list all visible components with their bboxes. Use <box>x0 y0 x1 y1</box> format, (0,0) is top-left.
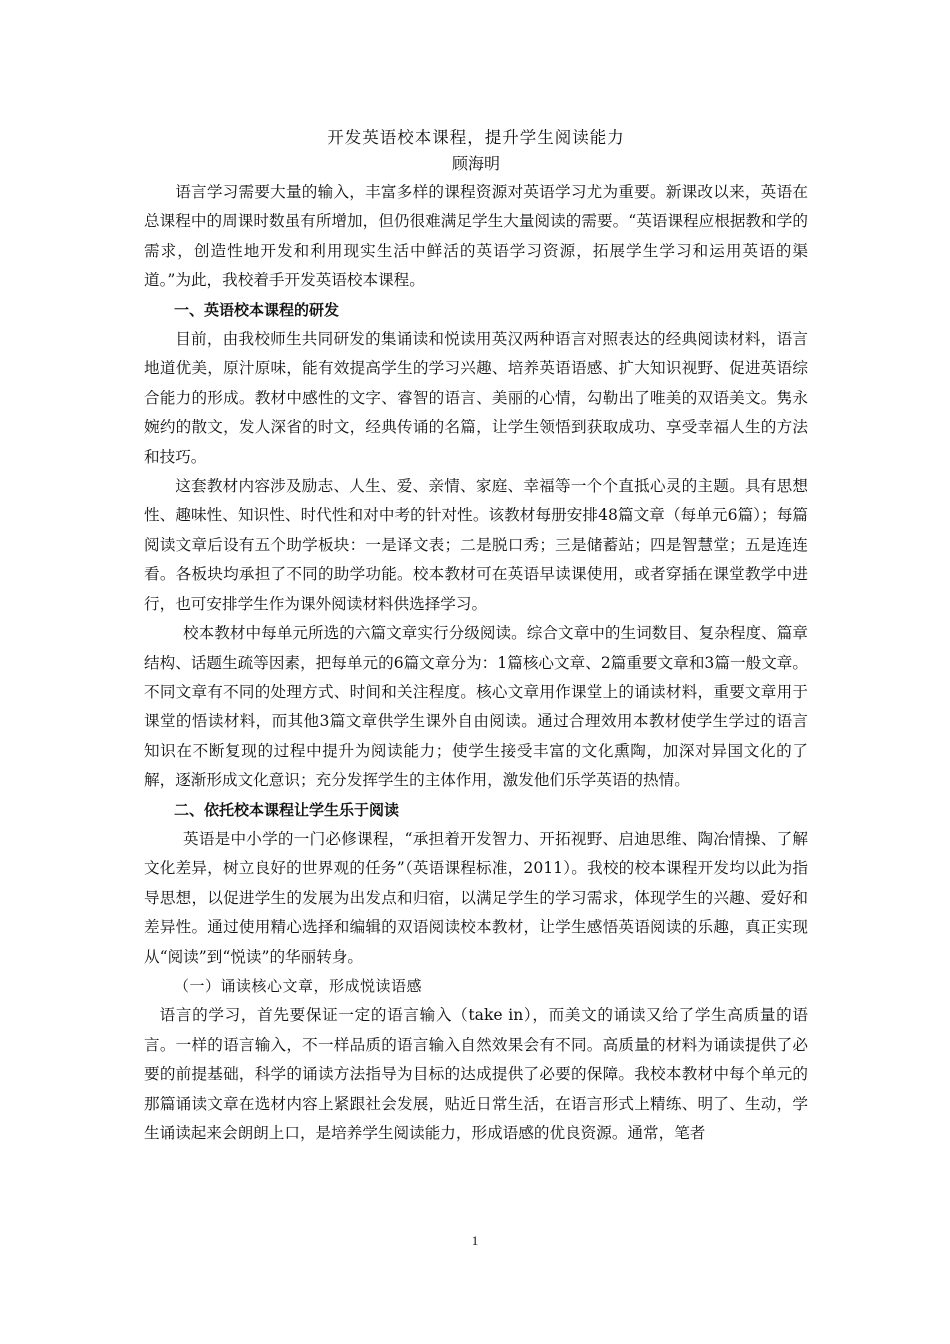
paragraph-5: 语言的学习，首先要保证一定的语言输入（take in），而美文的诵读又给了学生高质量的语言。一样的语言输入，不一样品质的语言输入自然效果会有不同。高质量的材料为诵读提供了必要的前提基础，科学的诵读方法指导为目标的达成提供了必要的保障。我校本教材中每个单元的那篇诵读文章在选材内容上紧跟社会发展，贴近日常生活，在语言形式上精练、明了、生动，学生诵读起来会朗朗上口，是培养学生阅读能力，形成语感的优良资源。通常，笔者 <box>144 1006 808 1142</box>
document-body <box>144 124 808 1148</box>
section-heading-1: 一、英语校本课程的研发 <box>174 300 340 319</box>
section-heading-2: 二、依托校本课程让学生乐于阅读 <box>174 800 400 819</box>
paragraph-1: 目前，由我校师生共同研发的集诵读和悦读用英汉两种语言对照表达的经典阅读材料，语言地道优美，原汁原味，能有效提高学生的学习兴趣、培养英语语感、扩大知识视野、促进英语综合能力的形成。教材中感性的文字、睿智的语言、美丽的心情，勾勒出了唯美的双语美文。隽永婉约的散文，发人深省的时文，经典传诵的名篇，让学生领悟到获取成功、享受幸福人生的方法和技巧。 <box>144 330 808 466</box>
paragraph-intro: 语言学习需要大量的输入，丰富多样的课程资源对英语学习尤为重要。新课改以来，英语在总课程中的周课时数虽有所增加，但仍很难满足学生大量阅读的需要。“英语课程应根据教和学的需求，创造性地开发和利用现实生活中鲜活的英语学习资源，拓展学生学习和运用英语的渠道。”为此，我校着手开发英语校本课程。 <box>144 183 808 290</box>
paragraph-4: 英语是中小学的一门必修课程，“承担着开发智力、开拓视野、启迪思维、陶冶情操、了解文化差异，树立良好的世界观的任务”（英语课程标准，2011）。我校的校本课程开发均以此为指导思想，以促进学生的发展为出发点和归宿，以满足学生的学习需求，体现学生的兴趣、爱好和差异性。通过使用精心选择和编辑的双语阅读校本教材，让学生感悟英语阅读的乐趣，真正实现从“阅读”到“悦读”的华丽转身。 <box>144 829 808 966</box>
paragraph-2: 这套教材内容涉及励志、人生、爱、亲情、家庭、幸福等一个个直抵心灵的主题。具有思想性、趣味性、知识性、时代性和对中考的针对性。该教材每册安排48篇文章（每单元6篇）；每篇阅读文章后设有五个助学板块：一是译文表；二是脱口秀；三是储蓄站；四是智慧堂；五是连连看。各板块均承担了不同的助学功能。校本教材可在英语早读课使用，或者穿插在课堂教学中进行，也可安排学生作为课外阅读材料供选择学习。 <box>144 477 808 613</box>
page-number: 1 <box>471 1233 479 1248</box>
document-author: 顾海明 <box>451 154 500 173</box>
subsection-heading-1: （一）诵读核心文章，形成悦读语感 <box>174 976 423 995</box>
paragraph-3: 校本教材中每单元所选的六篇文章实行分级阅读。综合文章中的生词数目、复杂程度、篇章结构、话题生疏等因素，把每单元的6篇文章分为：1篇核心文章、2篇重要文章和3篇一般文章。不同文章有不同的处理方式、时间和关注程度。核心文章用作课堂上的诵读材料，重要文章用于课堂的悟读材料，而其他3篇文章供学生课外自由阅读。通过合理效用本教材使学生学过的语言知识在不断复现的过程中提升为阅读能力；使学生接受丰富的文化熏陶，加深对异国文化的了解，逐渐形成文化意识；充分发挥学生的主体作用，激发他们乐学英语的热情。 <box>144 624 808 790</box>
document-title: 开发英语校本课程，提升学生阅读能力 <box>327 128 625 147</box>
